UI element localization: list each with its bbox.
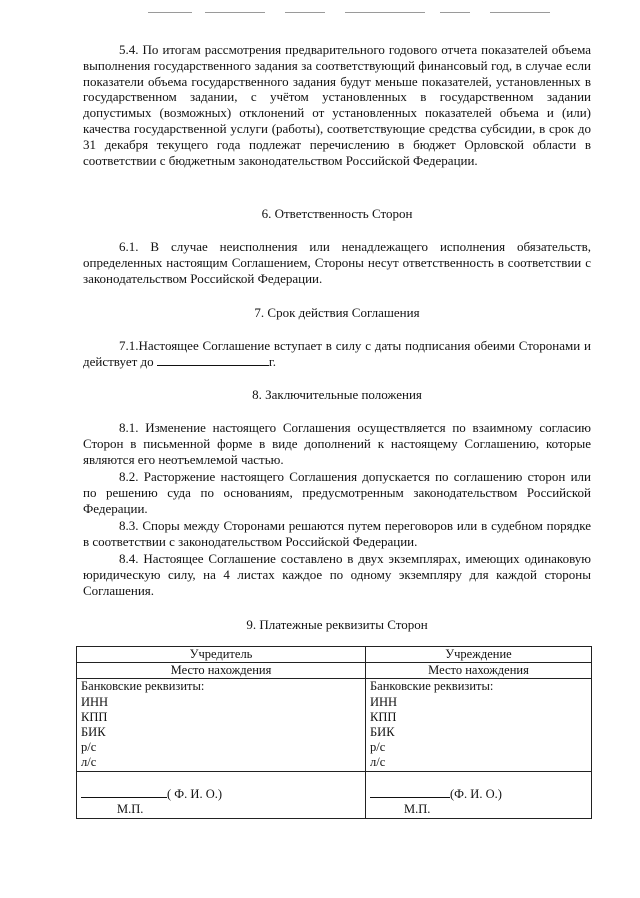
institution-location: Место нахождения — [366, 663, 592, 679]
founder-title: Учредитель — [189, 647, 253, 661]
institution-ls: л/с — [370, 755, 386, 770]
founder-signature-line — [81, 786, 167, 798]
section-8-heading: 8. Заключительные положения — [252, 387, 422, 402]
institution-title: Учреждение — [445, 647, 512, 661]
clause-8-3: 8.3. Споры между Сторонами решаются путем переговоров или в судебном порядке в соответствии с законодательством Российской Федерации. — [83, 518, 591, 549]
date-blank-field — [157, 354, 269, 366]
institution-bik: БИК — [370, 724, 395, 739]
institution-signature-line — [370, 786, 450, 798]
clause-7-1-text: 7.1.Настоящее Соглашение вступает в силу с даты подписания обеими Сторонами и действует до — [83, 338, 591, 369]
payment-requisites-table — [76, 646, 592, 819]
clause-8-2: 8.2. Расторжение настоящего Соглашения допускается по соглашению сторон или по решению суда по основаниям, предусмотренным законодательством Российской Федерации. — [83, 469, 591, 516]
founder-ls: л/с — [81, 755, 97, 770]
founder-kpp: КПП — [81, 709, 108, 724]
institution-stamp-place: М.П. — [404, 801, 431, 816]
section-9-heading: 9. Платежные реквизиты Сторон — [246, 617, 428, 632]
founder-stamp-place: М.П. — [117, 801, 144, 816]
founder-rs: р/с — [81, 740, 97, 755]
clause-7-1 — [83, 338, 591, 370]
founder-bank-details — [77, 679, 366, 771]
institution-kpp: КПП — [370, 709, 397, 724]
institution-rs: р/с — [370, 740, 386, 755]
clause-8-4: 8.4. Настоящее Соглашение составлено в двух экземплярах, имеющих одинаковую юридическую силу, на 4 листах каждое по одному экземпляру для каждой стороны Соглашения. — [83, 551, 591, 598]
clause-7-1-suffix: г. — [268, 353, 277, 369]
section-7-heading: 7. Срок действия Соглашения — [254, 305, 420, 320]
institution-signature-cell — [366, 771, 592, 818]
institution-bank-title: Банковские реквизиты: — [370, 679, 494, 694]
institution-fio: (Ф. И. О.) — [450, 786, 502, 801]
section-6-heading: 6. Ответственность Сторон — [261, 206, 413, 221]
founder-bik: БИК — [81, 724, 106, 739]
founder-header — [77, 647, 366, 663]
institution-bank-details — [366, 679, 592, 771]
clause-8-1: 8.1. Изменение настоящего Соглашения осуществляется по взаимному согласию Сторон в письменной форме в виде дополнений к настоящему Соглашению, которые являются его неотъемлемой частью. — [83, 420, 591, 467]
clause-6-1: 6.1. В случае неисполнения или ненадлежащего исполнения обязательств, определенных настоящим Соглашением, Стороны несут ответственность в соответствии с законодательством Российской Федерации. — [83, 239, 591, 286]
founder-fio: ( Ф. И. О.) — [167, 786, 223, 801]
founder-signature-cell — [77, 771, 366, 818]
founder-bank-title: Банковские реквизиты: — [81, 679, 205, 694]
institution-inn: ИНН — [370, 694, 398, 709]
founder-location: Место нахождения — [77, 663, 366, 679]
institution-header — [366, 647, 592, 663]
founder-inn: ИНН — [81, 694, 109, 709]
clause-5-4: 5.4. По итогам рассмотрения предварительного годового отчета показателей объема выполнения государственного задания за соответствующий финансовый год, в случае если показатели объема государственного задания будут меньше показателей, установленных в государственном задании, с учётом установленных в государственном задании допустимых (возможных) отклонений от установленных показателей объема и (или) качества государственной услуги (работы), соответствующие средства субсидии, в срок до 31 декабря текущего года подлежат перечислению в бюджет Орловской области в соответствии с бюджетным законодательством Российской Федерации. — [83, 42, 591, 168]
